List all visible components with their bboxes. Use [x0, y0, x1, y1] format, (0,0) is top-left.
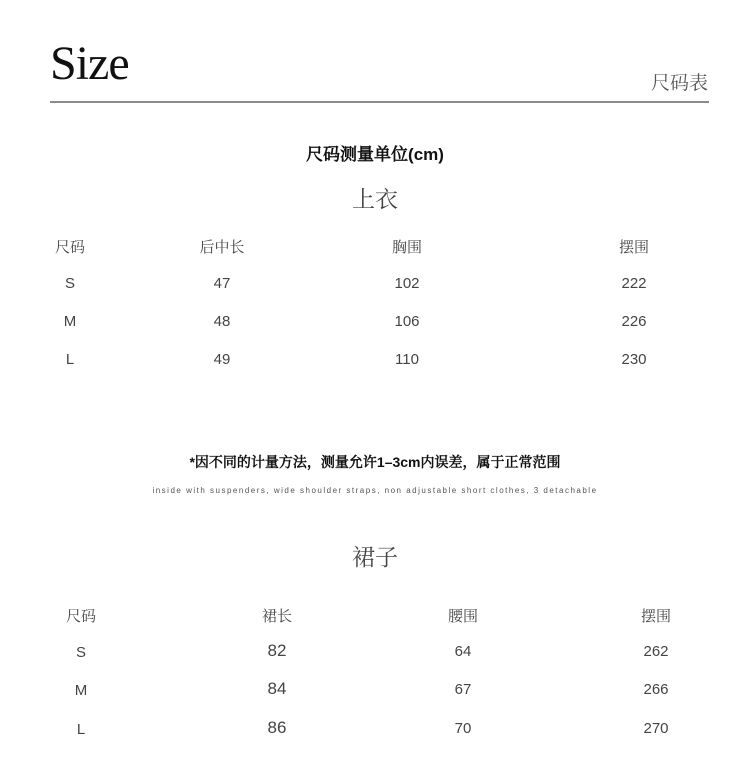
table-cell: 86 [267, 718, 287, 737]
table-cell: 102 [394, 275, 420, 292]
table-cell: M [74, 682, 88, 699]
table-cell: 106 [394, 313, 420, 330]
page-subtitle: 尺码表 [650, 73, 708, 94]
column-header: 腰围 [447, 608, 478, 625]
column-header: 胸围 [391, 239, 422, 256]
unit-title: 尺码测量单位(cm) [306, 145, 444, 164]
table-cell: 230 [621, 351, 647, 368]
column-header: 后中长 [199, 239, 245, 256]
table-cell: 64 [454, 643, 472, 660]
table-cell: 110 [395, 351, 419, 368]
header-divider [50, 101, 709, 103]
table-cell: 270 [643, 720, 669, 737]
table-cell: 70 [454, 720, 472, 737]
table-cell: 82 [267, 641, 287, 660]
page-title: Size [50, 37, 129, 90]
table-cell: 262 [643, 643, 669, 660]
table-cell: L [76, 721, 86, 738]
table-cell: S [75, 644, 86, 661]
table-cell: 266 [643, 681, 669, 698]
table-cell: 84 [267, 679, 287, 698]
top-section-title: 上衣 [352, 186, 398, 212]
table-cell: 222 [621, 275, 647, 292]
table-cell: M [63, 313, 77, 330]
table-cell: 226 [621, 313, 647, 330]
table-cell: L [65, 351, 75, 368]
column-header: 摆围 [618, 239, 649, 256]
column-header: 尺码 [54, 239, 85, 256]
column-header: 摆围 [640, 608, 671, 625]
measurement-note: *因不同的计量方法，测量允许1–3cm内误差，属于正常范围 [189, 454, 561, 470]
table-cell: 67 [454, 681, 472, 698]
column-header: 裙长 [261, 608, 292, 625]
table-cell: 47 [213, 275, 231, 292]
table-cell: 49 [213, 351, 231, 368]
table-cell: S [64, 275, 75, 292]
skirt-section-title: 裙子 [352, 544, 398, 570]
table-cell: 48 [213, 313, 231, 330]
column-header: 尺码 [65, 608, 96, 625]
measurement-subnote: inside with suspenders, wide shoulder straps, non adjustable short clothes, 3 detachable [152, 486, 598, 495]
